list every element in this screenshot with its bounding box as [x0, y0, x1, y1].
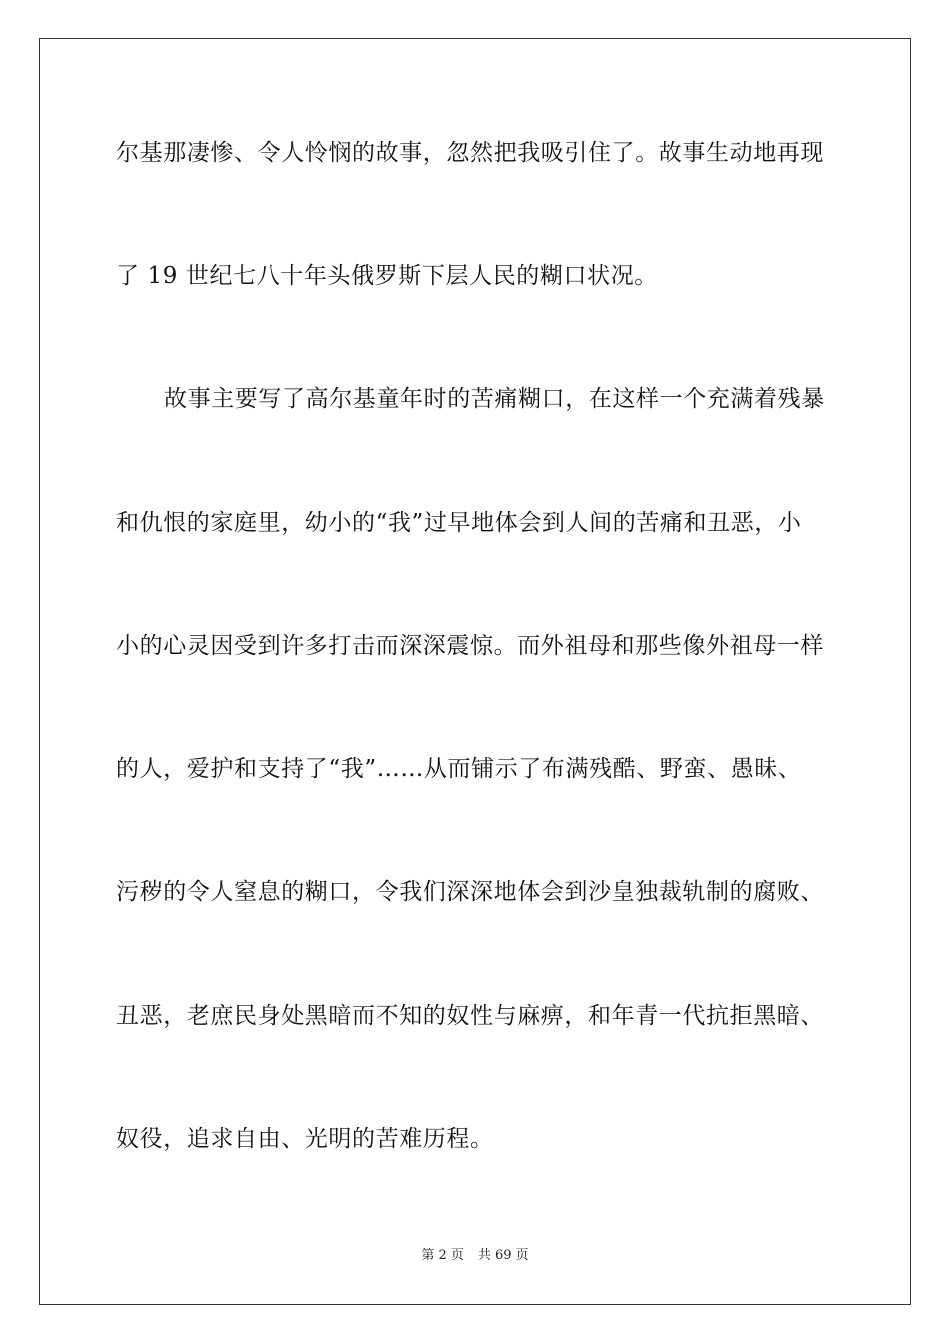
total-pages: 共 69 页: [477, 1248, 529, 1263]
body-text-line: 丑恶，老庶民身处黑暗而不知的奴性与麻痹，和年青一代抗拒黑暗、: [116, 1003, 824, 1029]
body-text-line: 尔基那凄惨、令人怜悯的故事，忽然把我吸引住了。故事生动地再现: [116, 140, 824, 166]
body-text-line: 污秽的令人窒息的糊口，令我们深深地体会到沙皇独裁轨制的腐败、: [116, 879, 824, 905]
page-number: 第 2 页: [421, 1248, 464, 1263]
body-text-line: 的人，爱护和支持了“我”……从而铺示了布满残酷、野蛮、愚昧、: [116, 756, 802, 782]
body-text-line: 和仇恨的家庭里，幼小的“我”过早地体会到人间的苦痛和丑恶，小: [116, 510, 802, 536]
body-text-line: 了 19 世纪七八十年头俄罗斯下层人民的糊口状况。: [116, 263, 658, 289]
page-footer: [0, 1247, 950, 1265]
page-border: [39, 38, 911, 1305]
body-text-line: 小的心灵因受到许多打击而深深震惊。而外祖母和那些像外祖母一样: [116, 633, 824, 659]
paragraph-first-line: 故事主要写了高尔基童年时的苦痛糊口，在这样一个充满着残暴: [164, 386, 825, 412]
body-text-line: 奴役，追求自由、光明的苦难历程。: [116, 1126, 494, 1152]
